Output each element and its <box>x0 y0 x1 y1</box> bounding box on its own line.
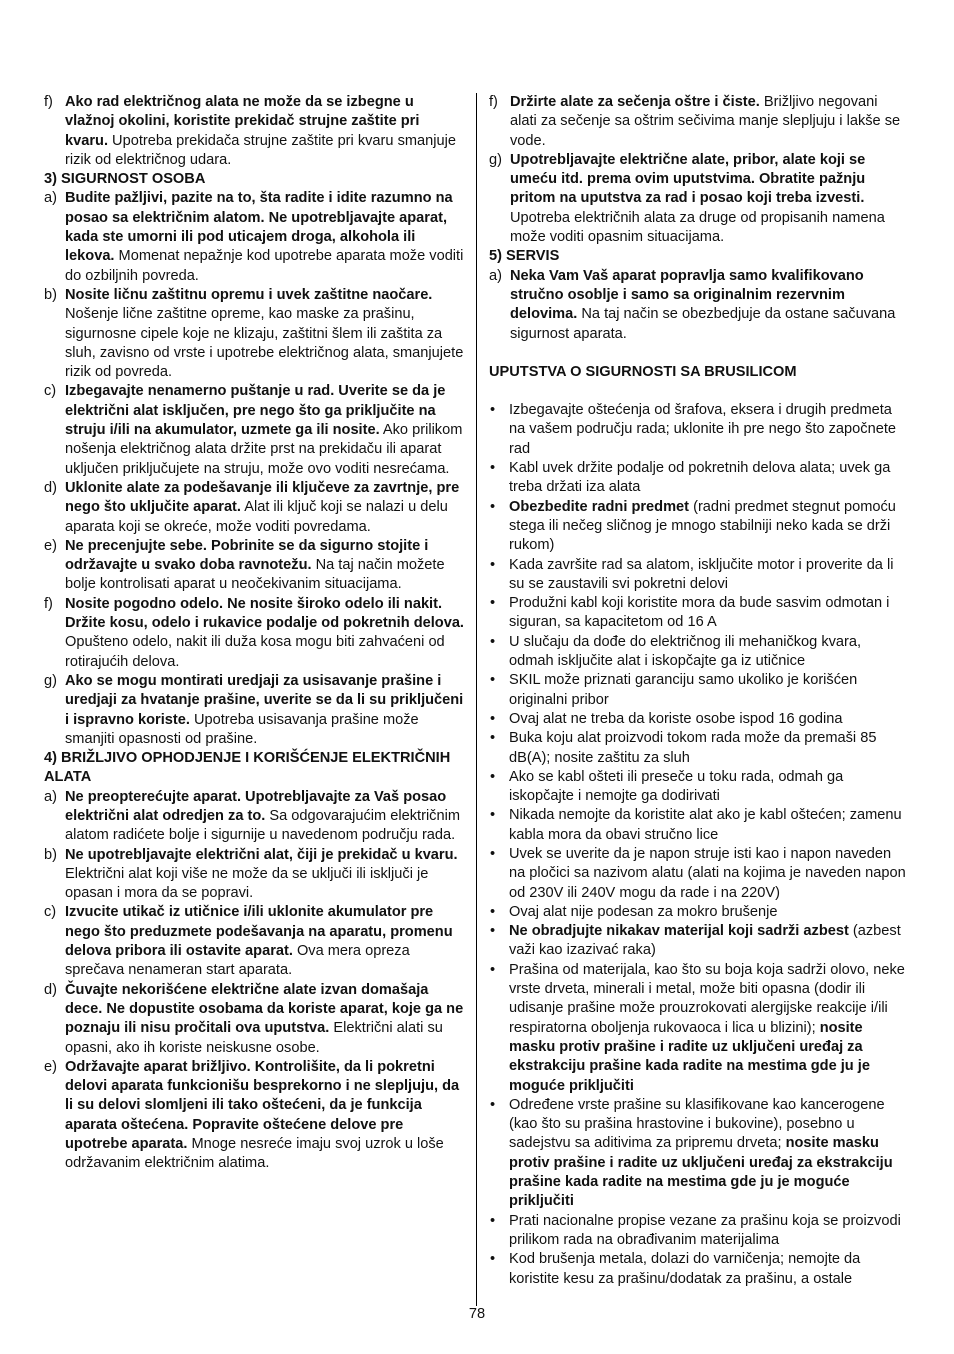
bullet-marker: • <box>490 961 496 978</box>
list-item <box>489 151 907 247</box>
bullet-text: Uvek se uverite da je napon struje isti kao i napon naveden na pločici sa nazivom alatu (alati na kojima je naveden napon od 230V ili 240V mogu da rade i na 220V) <box>509 845 906 901</box>
item-marker: g) <box>44 672 57 689</box>
bullet-text: Izbegavajte oštećenja od šrafova, eksera i drugih predmeta na vašem području rada; uklonite ih pre nego što započnete rad <box>509 402 896 457</box>
bullet-item <box>489 1250 907 1289</box>
item-text: Opušteno odelo, nakit ili duža kosa mogu biti zahvaćeni od rotirajućih delova. <box>65 634 445 670</box>
item-bold-text: Držirte alate za sečenja oštre i čiste. <box>510 94 760 110</box>
spacer <box>489 344 907 363</box>
bullet-marker: • <box>490 1251 496 1268</box>
bullet-item <box>489 729 907 768</box>
item-text: Momenat nepažnje kod upotrebe aparata može voditi do ozbiljnih povreda. <box>65 248 464 284</box>
item-text: Ako prilikom nošenja električnog alata držite prst na prekidaču ili aparat uključen priključujete na struju, može ovo voditi nesrećama. <box>65 422 463 477</box>
list-item <box>44 788 465 846</box>
bullet-text: Produžni kabl koji koristite mora da bude sasvim odmotan i siguran, sa kapacitetom od 16 A <box>509 595 890 631</box>
item-marker: f) <box>489 94 498 110</box>
list-item <box>44 286 465 382</box>
bullet-text: Prašina od materijala, kao što su boja koja sadrži olovo, neke vrste drveta, minerali i metal, može biti opasna (dodir ili udisanje prašine može prouzrokovati alergijske reakcije i/ili respiratorna oboljenja rukovaoca i lica u blizini); <box>509 961 905 1036</box>
item-text: Sa odgovarajućim električnim alatom radićete bolje i sigurnije u navedenom području rada. <box>65 807 460 844</box>
bullet-item <box>489 922 907 961</box>
bullet-marker: • <box>490 903 496 920</box>
spacer <box>489 382 907 401</box>
item-marker: f) <box>44 94 53 110</box>
bullet-text: SKIL može priznati garanciju samo ukoliko je korišćen originalni pribor <box>509 672 858 708</box>
item-bold-text: Ne upotrebljavajte električni alat, čiji je prekidač u kvaru. <box>65 846 458 863</box>
bullet-item <box>489 710 907 729</box>
bullet-bold-text: nosite masku protiv prašine i radite uz uključeni uređaj za ekstrakciju prašine kada radite na mestima gde ju je moguće priključiti <box>509 1135 893 1210</box>
item-marker: e) <box>44 537 57 554</box>
list-item <box>44 1058 465 1174</box>
list-item <box>44 981 465 1058</box>
item-text: Upotreba električnih alata za druge od propisanih namena može voditi opasnim situacijama. <box>510 209 885 246</box>
item-text: Upotreba usisavanja prašine može smanjiti opasnosti od prašine. <box>65 711 419 747</box>
list-item <box>44 903 465 980</box>
bullet-marker: • <box>490 556 496 573</box>
item-bold-text: Neka Vam Vaš aparat popravlja samo kvalifikovano stručno osoblje i samo sa originalnim rezervnim delovima. <box>510 267 864 323</box>
bullet-marker: • <box>490 498 496 515</box>
item-text: Na taj način možete bolje kontrolisati aparat u neočekivanim situacijama. <box>65 557 445 593</box>
item-text: Električni alati su opasni, ako ih koriste neiskusne osobe. <box>65 1020 443 1056</box>
bullet-text: Određene vrste prašine su klasifikovane kao kancerogene (kao što su prašina hrastovine i bukovine), posebno u sadejstvu sa aditivima za pripremu drveta; <box>509 1096 885 1152</box>
item-bold-text: Uklonite alate za podešavanje ili ključeve za zavrtnje, pre nego što uključite aparat. <box>65 479 460 516</box>
item-marker: d) <box>44 981 57 998</box>
item-bold-text: Nosite ličnu zaštitnu opremu i uvek zaštitne naočare. <box>65 286 433 303</box>
item-text: Alat ili ključ koji se nalazi u delu aparata koji se okreće, može voditi povredama. <box>65 499 448 535</box>
bullet-text: Kada završite rad sa alatom, isključite motor i proverite da li su se zaustavili svi pokretni delovi <box>509 556 894 592</box>
item-text: Brižljivo negovani alati za sečenje sa oštrim sečivima manje slepljuju i lakše se vode. <box>510 94 901 149</box>
item-bold-text: Ne preopterećujte aparat. Upotrebljavajte za Vaš posao električni alat odredjen za to. <box>65 788 447 824</box>
section-title: UPUTSTVA O SIGURNOSTI SA BRUSILICOM <box>489 363 797 380</box>
item-bold-text: Održavajte aparat brižljivo. Kontrolišite, da li pokretni delovi aparata funkcionišu besprekorno i ne slepljuju, da li su delovi slomljeni ili tako oštećeni, da je funkcija aparata oštećena. Popravite oštećene delove pre upotrebe aparata. <box>65 1058 460 1153</box>
bullet-item <box>489 903 907 922</box>
item-text: Ova mera opreza sprečava nenameran start aparata. <box>65 943 410 979</box>
bullet-item <box>489 498 907 556</box>
item-bold-text: Izbegavajte nenamerno puštanje u rad. Uverite se da je električni alat isključen, pre nego što ga priključite na struju i/ili na akumulator, uzmete ga ili nosite. <box>65 383 446 439</box>
bullet-text: Ako se kabl ošteti ili preseče u toku rada, odmah ga iskopčajte i nemojte ga dodirivati <box>509 768 844 805</box>
item-bold-text: Ne precenjujte sebe. Pobrinite se da sigurno stojite i održavajte u svako doba ravnotežu. <box>65 537 429 574</box>
item-text: Električni alat koji više ne može da se uključi ili isključi je opasan i mora da se popravi. <box>65 865 429 902</box>
list-item <box>44 479 465 537</box>
bullet-item <box>489 671 907 710</box>
left-column <box>44 93 465 1174</box>
bullet-item <box>489 556 907 595</box>
bullet-item <box>489 806 907 845</box>
bullet-marker: • <box>490 1212 496 1229</box>
bullet-item <box>489 961 907 1096</box>
item-bold-text: Ako rad električnog alata ne može da se izbegne u vlažnoj okolini, koristite prekidač strujne zaštite pri kvaru. <box>65 94 420 149</box>
list-item <box>44 93 465 170</box>
bullet-item <box>489 1096 907 1212</box>
bullet-marker: • <box>490 923 496 940</box>
item-bold-text: Čuvajte nekorišćene električne alate izvan domašaja dece. Ne dopustite osobama da koriste aparat, koje ga ne poznaju ili nisu pročitali ova uputstva. <box>65 981 464 1037</box>
bullet-marker: • <box>490 1096 496 1113</box>
list-item <box>44 846 465 904</box>
item-text: Upotreba prekidača strujne zaštite pri kvaru smanjuje rizik od električnog udara. <box>65 132 456 168</box>
item-bold-text: Nosite pogodno odelo. Ne nosite široko odelo ili nakit. Držite kosu, odelo i rukavice podalje od pokretnih delova. <box>65 595 464 632</box>
page-number: 78 <box>468 1306 486 1322</box>
bullet-item <box>489 768 907 807</box>
bullet-text: Ovaj alat ne treba da koriste osobe ispod 16 godina <box>509 710 843 727</box>
item-marker: c) <box>44 383 57 400</box>
subsection-heading: 3) SIGURNOST OSOBA <box>44 171 206 188</box>
bullet-item <box>489 459 907 498</box>
bullet-text: Prati nacionalne propise vezane za prašinu koja se proizvodi prilikom rada na obrađivanim materijalima <box>509 1212 901 1248</box>
bullet-marker: • <box>490 672 496 689</box>
item-marker: b) <box>44 846 57 863</box>
bullet-item <box>489 1212 907 1251</box>
item-bold-text: Ako se mogu montirati uredjaji za usisavanje prašine i uredjaji za hvatanje prašine, uverite se da li su priključeni i ispravno koriste. <box>65 672 464 728</box>
list-item <box>44 672 465 749</box>
item-marker: e) <box>44 1058 57 1075</box>
item-text: Na taj način se obezbedjuje da ostane sačuvana sigurnost aparata. <box>510 306 896 342</box>
list-item <box>489 93 907 151</box>
bullet-marker: • <box>490 730 496 747</box>
item-marker: a) <box>44 788 57 805</box>
bullet-marker: • <box>490 768 496 785</box>
bullet-marker: • <box>490 807 496 824</box>
bullet-marker: • <box>490 710 496 727</box>
bullet-marker: • <box>490 633 496 650</box>
bullet-text: Buka koju alat proizvodi tokom rada može da premaši 85 dB(A); nosite zaštitu za sluh <box>509 730 877 766</box>
item-marker: g) <box>489 151 502 168</box>
safety-rules-continued <box>489 93 907 344</box>
bullet-item <box>489 633 907 672</box>
bullet-text-after: (radni predmet stegnut pomoću stega ili nečeg sličnog je mnogo stabilniji neko kada se drži rukom) <box>509 498 896 554</box>
bullet-text: U slučaju da dođe do električnog ili mehaničkog kvara, odmah isključite alat i iskopčajte ga iz utičnice <box>509 633 862 670</box>
bullet-text: Kabl uvek držite podalje od pokretnih delova alata; uvek ga treba držati iza alata <box>509 460 891 496</box>
item-text: Nošenje lične zaštitne opreme, kao maske za prašinu, sigurnosne cipele koje ne klizaju, zaštitni šlem ili zaštita za sluh, zavisno od vrste i upotrebe električnog alata, smanjujete rizik od povreda. <box>65 306 464 381</box>
bullet-text: Ovaj alat nije podesan za mokro brušenje <box>509 903 778 920</box>
bullet-marker: • <box>490 595 496 612</box>
bullet-marker: • <box>490 845 496 862</box>
bullet-text: Kod brušenja metala, dolazi do varničenja; nemojte da koristite kesu za prašinu/dodatak za prašinu, a ostale <box>509 1251 861 1287</box>
item-marker: c) <box>44 904 57 921</box>
bullet-item <box>489 594 907 633</box>
item-marker: d) <box>44 479 57 496</box>
bullet-bold-text: Ne obradjujte nikakav materijal koji sadrži azbest <box>509 923 849 940</box>
bullet-text-after: (azbest važi kao izazivać raka) <box>509 923 901 959</box>
bullet-bold-text: Obezbedite radni predmet <box>509 498 690 515</box>
list-item <box>44 595 465 672</box>
bullet-marker: • <box>490 460 496 477</box>
bullet-bold-text: nosite masku protiv prašine i radite uz uključeni uređaj za ekstrakciju prašine kada radite na mestima gde ju je moguće priključiti <box>509 1019 870 1094</box>
item-bold-text: Budite pažljivi, pazite na to, šta radite i idite razumno na posao sa električnim alatom. Ne upotrebljavajte aparat, kada ste umorni ili pod uticajem droga, alkohola ili lekova. <box>65 190 453 265</box>
list-item <box>44 189 465 285</box>
subsection-heading: 5) SERVIS <box>489 248 560 265</box>
item-bold-text: Izvucite utikač iz utičnice i/ili uklonite akumulator pre nego što preduzmete podešavanja na aparatu, promenu delova pribora ili ostavite aparat. <box>65 904 453 960</box>
item-marker: f) <box>44 595 53 612</box>
list-item <box>44 537 465 595</box>
sander-safety-list <box>489 401 907 1289</box>
bullet-text: Nikada nemojte da koristite alat ako je kabl oštećen; zamenu kabla mora da obavi stručno lice <box>509 807 902 843</box>
list-item <box>44 382 465 478</box>
item-marker: b) <box>44 286 57 303</box>
item-marker: a) <box>489 267 502 284</box>
column-divider <box>476 93 477 1306</box>
bullet-item <box>489 401 907 459</box>
item-bold-text: Upotrebljavajte električne alate, pribor, alate koji se umeću itd. prema ovim uputstvima. Obratite pažnju pritom na uputstva za rad i posao koji treba izvesti. <box>510 151 866 207</box>
item-text: Mnoge nesreće imaju svoj uzrok u loše održavanim električnim alatima. <box>65 1136 444 1172</box>
bullet-marker: • <box>490 402 496 419</box>
item-marker: a) <box>44 190 57 207</box>
subsection-heading: 4) BRIŽLJIVO OPHODJENJE I KORIŠĆENJE ELEKTRIČNIH ALATA <box>44 750 451 786</box>
right-column <box>489 93 907 1289</box>
bullet-item <box>489 845 907 903</box>
list-item <box>489 267 907 344</box>
